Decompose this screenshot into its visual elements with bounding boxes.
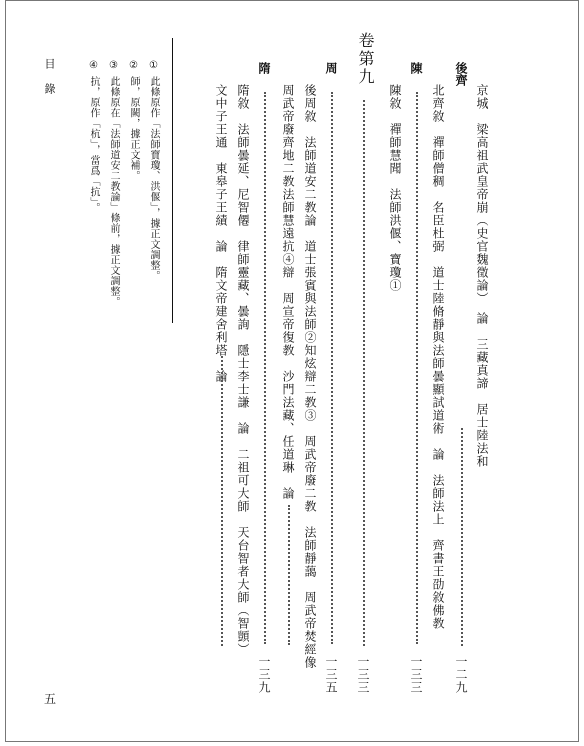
toc-entry: 陳敘 禪師慧聞 法師洪偃、寶瓊① — [388, 84, 402, 292]
toc-entry: 隋敘 法師曇延、尼智僊 律師靈藏、曇詢 隱士李士謙 論 二祖可大師 天台智者大師（智顗） — [236, 84, 250, 656]
volume-label: 卷第九 — [356, 32, 375, 86]
footnote-text: 抗，原作「杭」，當爲「抗」。 — [88, 76, 99, 213]
dynasty-heading-later-qi: 後齊 — [454, 62, 468, 86]
page-ref: 一三五 — [324, 655, 338, 694]
dot-leader — [331, 92, 333, 644]
dynasty-heading-sui: 隋 — [257, 62, 271, 74]
footnote-number: ④ — [88, 60, 99, 72]
footnote-text: 此條原在「法師道安二教論」條前，據正文調整。 — [108, 76, 119, 307]
footnote-divider — [172, 38, 173, 323]
toc-entry: 京城 梁高祖武皇帝崩（史官魏徵論） 論 三藏真諦 居士陸法和 — [475, 84, 489, 468]
page-ref: 一三三 — [356, 655, 370, 694]
page-number: 五 — [44, 692, 58, 706]
footnote-text: 師，原闕，據正文補。 — [128, 76, 139, 181]
toc-entry: 北齊敘 禪師僧稠 名臣杜弼 道士陸脩靜與法師曇顯試道術 論 法師法上 齊書王劭敘佛教 — [431, 84, 445, 630]
page-ref: 一三三 — [409, 655, 423, 694]
dynasty-heading-chen: 陳 — [409, 62, 423, 74]
dot-leader — [221, 356, 223, 646]
dynasty-heading-zhou: 周 — [324, 62, 338, 74]
page-ref: 一二九 — [454, 655, 468, 694]
toc-entry: 周武帝廢齊地二教法師慧遠抗④辯 周宣帝復教 沙門法藏、任道琳 論 — [281, 84, 295, 500]
dot-leader — [363, 100, 365, 646]
dot-leader — [461, 428, 463, 646]
footnote-text: 此條原作「法師寶瓊、洪偃」，據正文調整。 — [148, 76, 159, 281]
margin-title: 目錄 — [43, 58, 56, 108]
dot-leader — [264, 92, 266, 644]
footnote-number: ③ — [108, 60, 119, 72]
toc-entry: 文中子王通 東皋子王績 論 隋文帝建舍利塔 論 — [214, 84, 228, 383]
footnote-number: ① — [148, 60, 159, 72]
dot-leader — [416, 92, 418, 644]
dot-leader — [288, 505, 290, 645]
footnote-number: ② — [128, 60, 139, 72]
page-ref: 一三九 — [257, 655, 271, 694]
toc-entry: 後周敘 法師道安二教論 道士張賓與法師②知炫辯二教③ 周武帝廢二教 法師靜藹 周武帝焚經像 — [303, 84, 317, 669]
